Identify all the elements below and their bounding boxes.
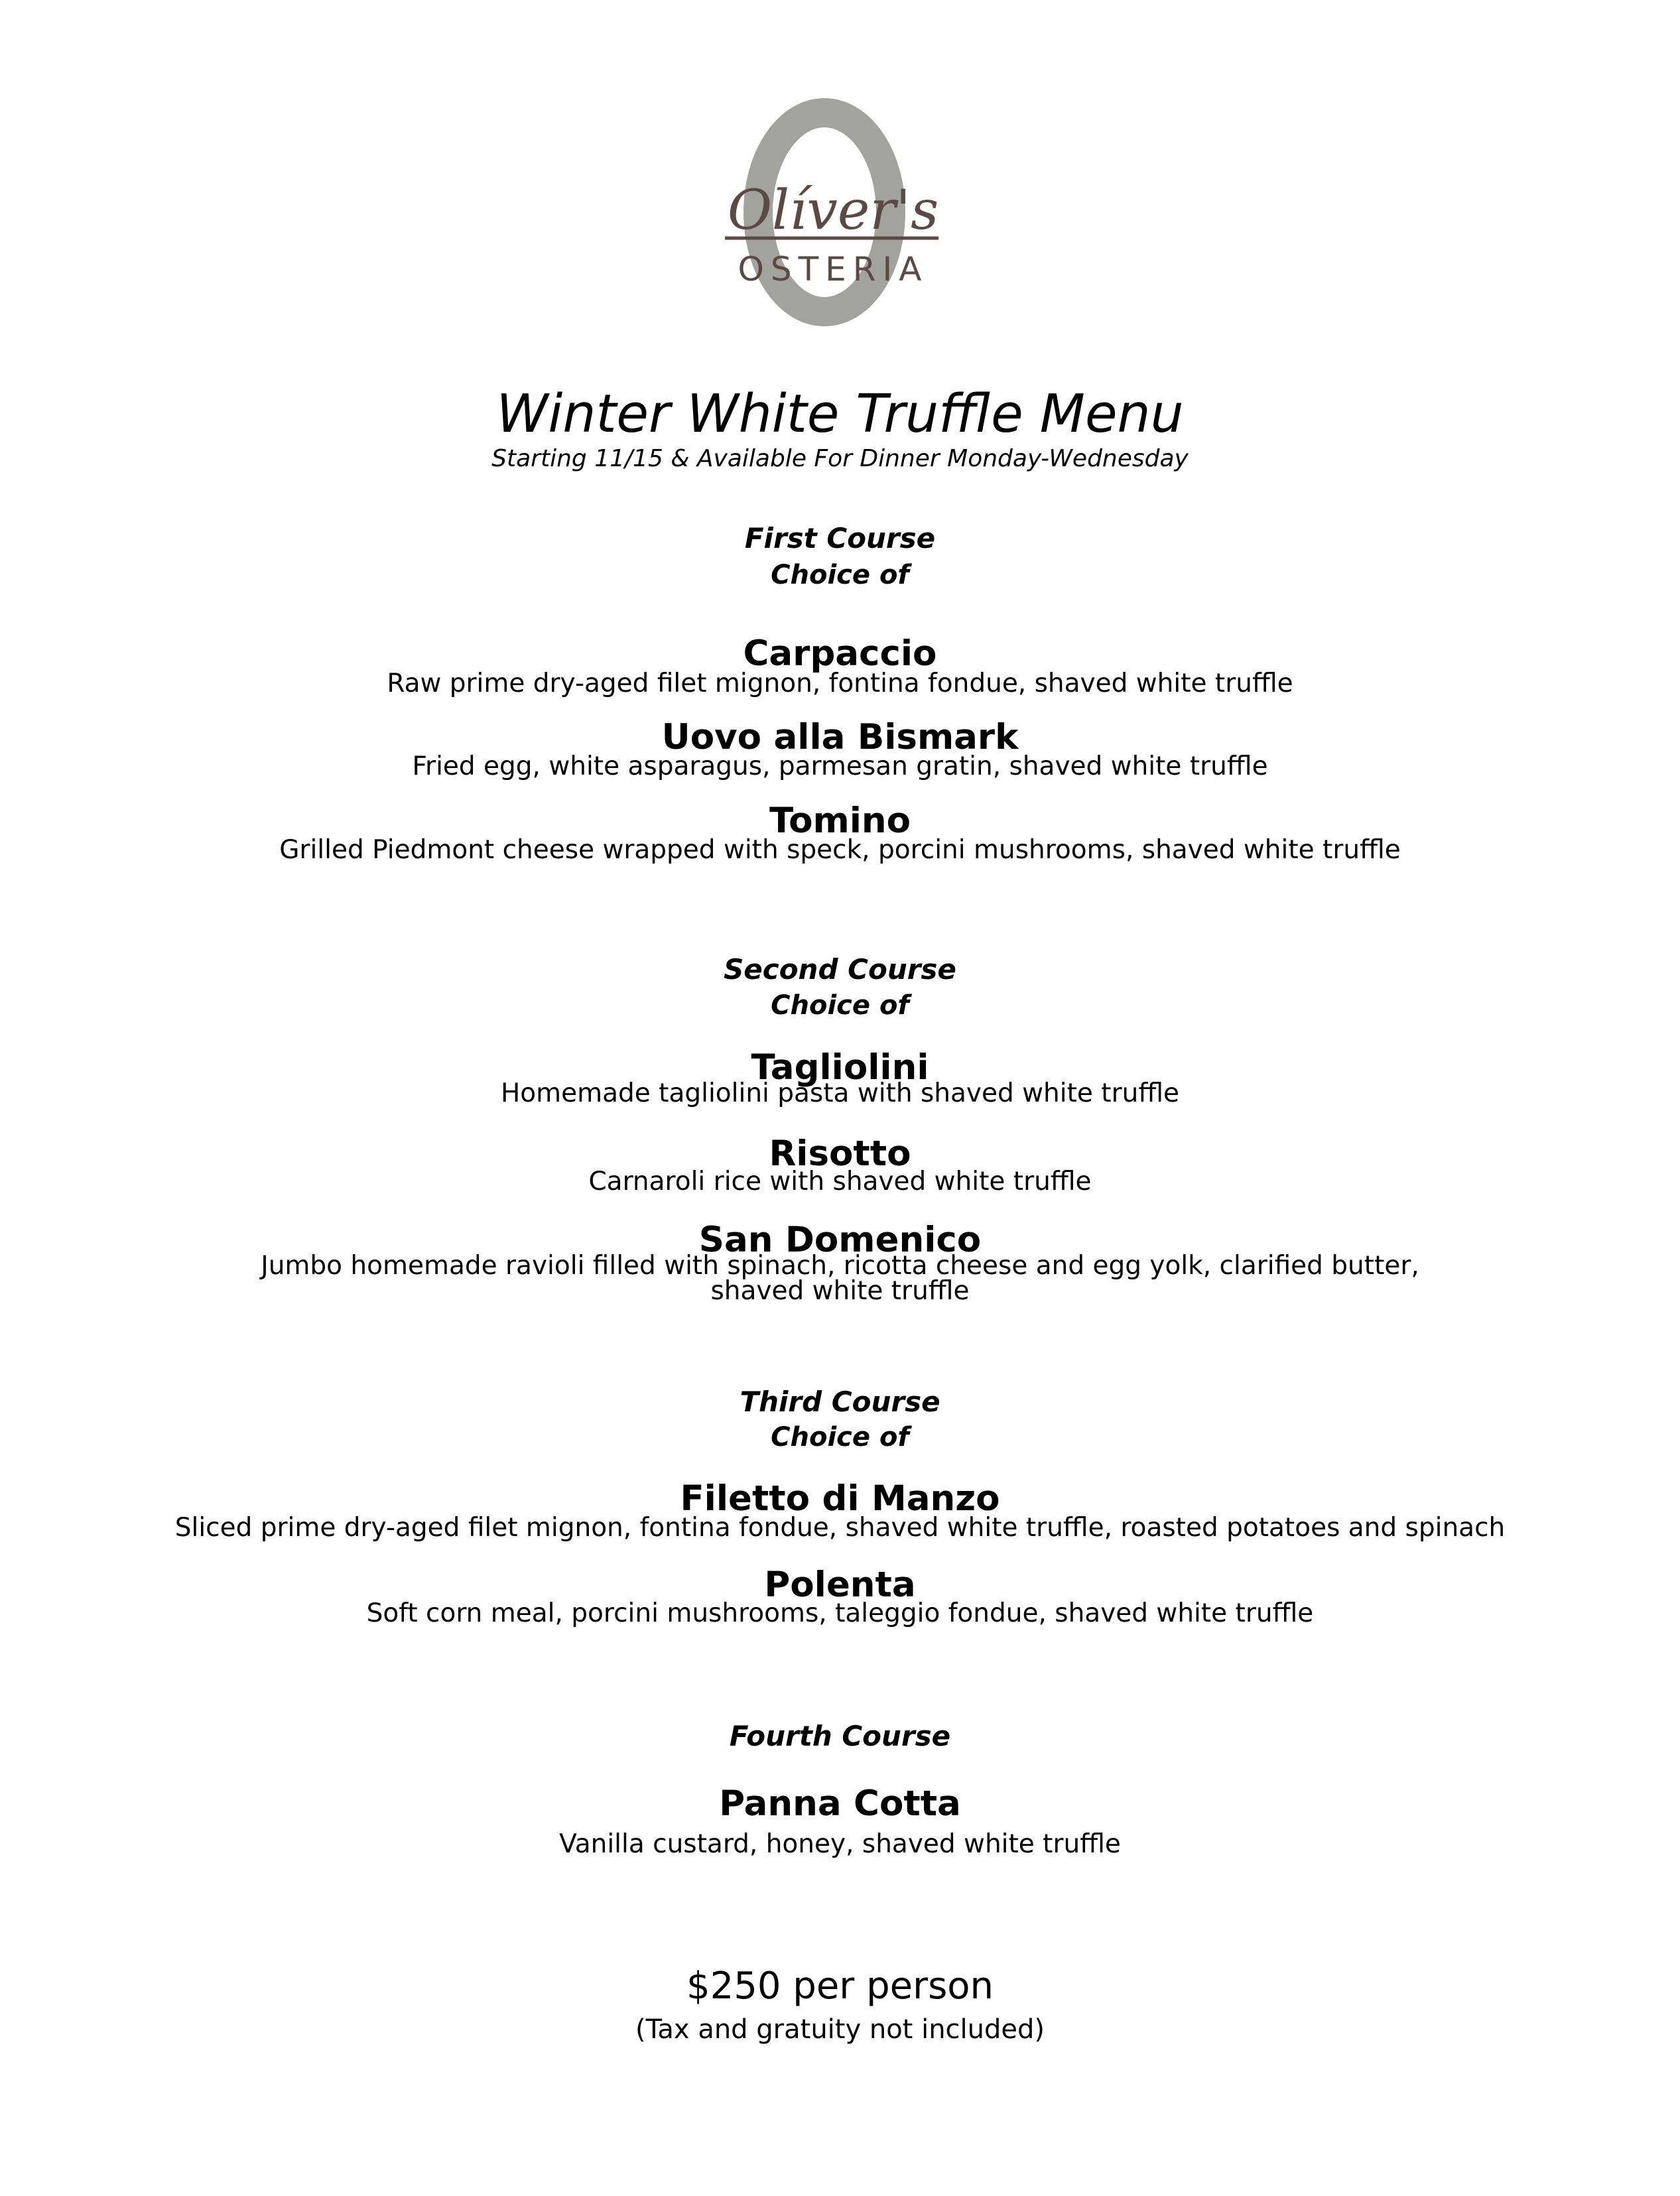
course-title-third: Third Course bbox=[740, 1386, 940, 1418]
dish-desc-tagliolini: Homemade tagliolini pasta with shaved white truffle bbox=[500, 1078, 1180, 1108]
menu-subtitle: Starting 11/15 & Available For Dinner Monday-Wednesday bbox=[491, 445, 1189, 472]
course-title-first: First Course bbox=[744, 522, 936, 554]
dish-name-tomino: Tomino bbox=[769, 801, 911, 841]
logo-mark bbox=[725, 93, 942, 332]
dish-name-uovo-alla-bismark: Uovo alla Bismark bbox=[661, 717, 1019, 757]
logo-script-name: Olíver's bbox=[727, 179, 939, 242]
dish-desc-uovo-alla-bismark: Fried egg, white asparagus, parmesan gratin, shaved white truffle bbox=[412, 751, 1268, 781]
course-title-second: Second Course bbox=[724, 953, 956, 986]
dish-name-risotto: Risotto bbox=[769, 1133, 911, 1174]
dish-name-carpaccio: Carpaccio bbox=[743, 633, 937, 674]
course-choice-third: Choice of bbox=[771, 1422, 909, 1453]
dish-name-filetto-di-manzo: Filetto di Manzo bbox=[680, 1478, 1000, 1519]
menu-title: Winter White Truffle Menu bbox=[496, 383, 1184, 444]
dish-desc-filetto-di-manzo: Sliced prime dry-aged filet mignon, fontina fondue, shaved white truffle, roasted potatoes and spinach bbox=[174, 1513, 1506, 1543]
dish-desc-panna-cotta: Vanilla custard, honey, shaved white truffle bbox=[559, 1829, 1121, 1859]
dish-name-san-domenico: San Domenico bbox=[698, 1220, 982, 1260]
dish-name-polenta: Polenta bbox=[764, 1565, 916, 1605]
restaurant-logo bbox=[725, 93, 942, 332]
price-note: (Tax and gratuity not included) bbox=[635, 2014, 1045, 2045]
course-title-fourth: Fourth Course bbox=[729, 1720, 951, 1752]
dish-desc-tomino: Grilled Piedmont cheese wrapped with speck, porcini mushrooms, shaved white truffle bbox=[279, 835, 1401, 865]
menu-price: $250 per person bbox=[686, 1965, 994, 2008]
dish-desc-san-domenico: Jumbo homemade ravioli filled with spinach, ricotta cheese and egg yolk, clarified butter, shaved white truffle bbox=[261, 1251, 1419, 1306]
dish-desc-carpaccio: Raw prime dry-aged filet mignon, fontina fondue, shaved white truffle bbox=[387, 669, 1293, 698]
course-choice-second: Choice of bbox=[771, 990, 909, 1021]
dish-desc-risotto: Carnaroli rice with shaved white truffle bbox=[588, 1167, 1092, 1196]
logo-subtitle: OSTERIA bbox=[738, 250, 929, 289]
dish-desc-polenta: Soft corn meal, porcini mushrooms, taleggio fondue, shaved white truffle bbox=[366, 1598, 1314, 1628]
dish-name-panna-cotta: Panna Cotta bbox=[719, 1783, 961, 1824]
dish-name-tagliolini: Tagliolini bbox=[751, 1047, 929, 1088]
course-choice-first: Choice of bbox=[771, 560, 909, 590]
